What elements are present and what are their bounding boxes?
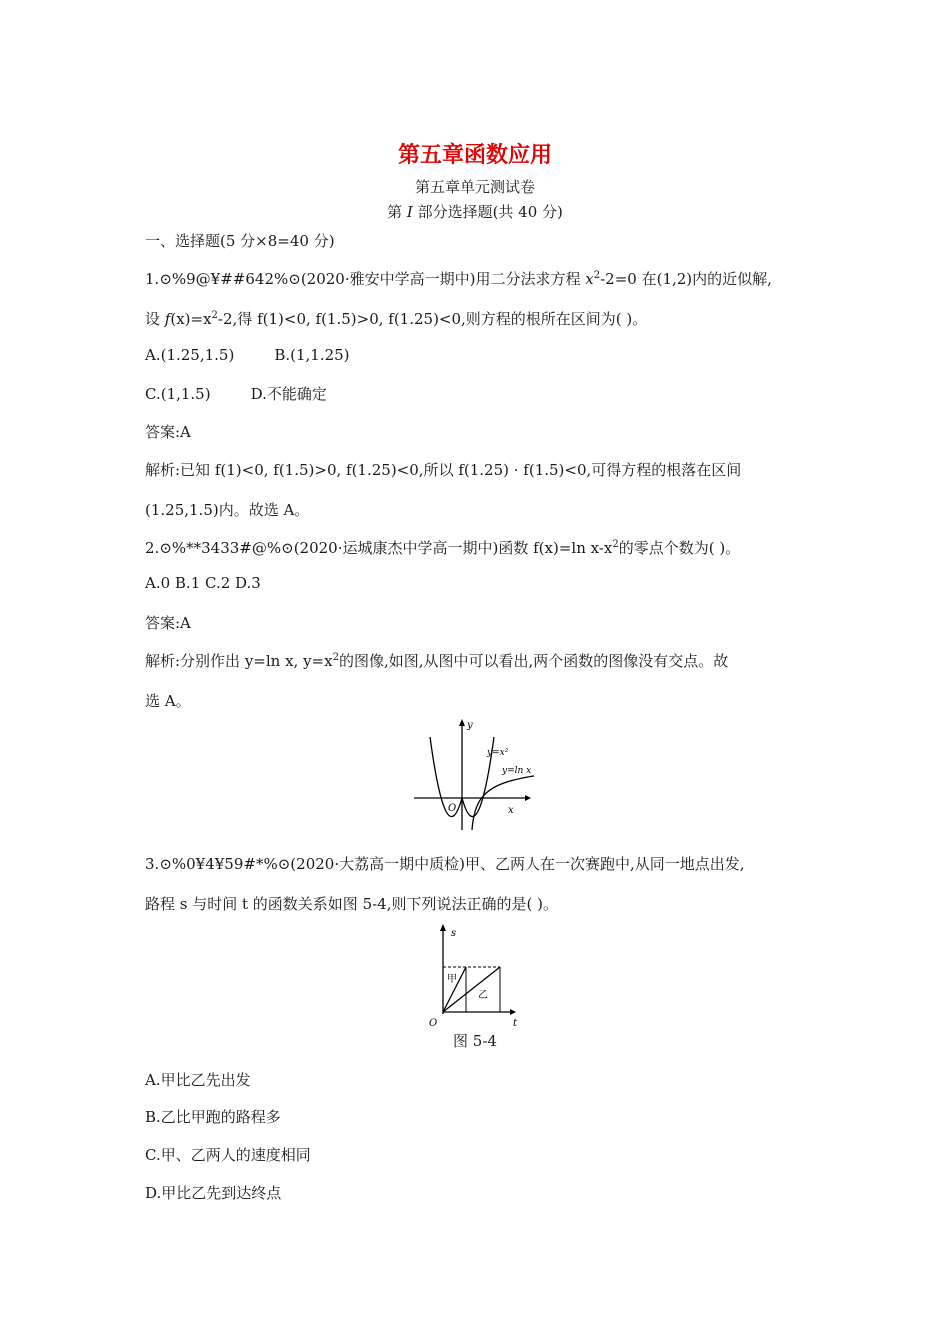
graph-label-yi: 乙	[478, 990, 488, 1001]
part-title: 第 I 部分选择题(共 40 分)	[387, 203, 563, 221]
t-axis-arrow	[510, 1009, 516, 1015]
graph-label-t: t	[513, 1018, 518, 1029]
figure-5-4	[425, 922, 530, 1030]
question-2-line-1: 2.⊙%**3433#@%⊙(2020·运城康杰中学高一期中)函数 f(x)=ln $x-x^2$的零点个数为( )。	[145, 539, 741, 557]
x-axis-arrow	[525, 795, 531, 801]
race-graph-svg	[425, 922, 530, 1030]
chapter-title: 第五章函数应用	[397, 143, 552, 168]
graph-label-parabola: y=x²	[487, 748, 509, 758]
question-1-answer: 答案:A	[145, 423, 191, 441]
question-1-analysis-1: 解析:已知 f(1)<0, f(1.5)>0, f(1.25)<0,所以 f(1.25) · f(1.5)<0,可得方程的根落在区间	[145, 461, 742, 479]
graph-label-s: s	[451, 928, 457, 939]
question-1-options-ab: A.(1.25,1.5) B.(1,1.25)	[145, 346, 350, 364]
graph-label-origin: O	[448, 803, 457, 814]
question-2-analysis-1: 解析:分别作出 y=ln x, $y=x^2$的图像,如图,从图中可以看出,两个函数的图像没有交点。故	[145, 652, 729, 670]
question-2-options: A.0 B.1 C.2 D.3	[145, 574, 261, 592]
test-title: 第五章单元测试卷	[414, 178, 535, 196]
y-axis-arrow	[459, 719, 465, 726]
section-heading: 一、选择题(5 分×8=40 分)	[145, 232, 335, 250]
question-1-options-cd: C.(1,1.5) D.不能确定	[145, 385, 327, 403]
question-1-line-2: 设 $f(x)=x^2-2$,得 f(1)<0, f(1.5)>0, f(1.25)<0,则方程的根所在区间为( )。	[145, 310, 648, 328]
question-2-answer: 答案:A	[145, 614, 191, 632]
graph-label-ln: y=ln x	[502, 766, 532, 776]
s-axis-arrow	[440, 924, 446, 931]
functions-graph-svg	[410, 715, 550, 835]
question-3-option-d: D.甲比乙先到达终点	[145, 1184, 282, 1202]
graph-label-o: O	[429, 1018, 438, 1029]
figure-functions-graph	[410, 715, 550, 835]
question-3-line-2: 路程 s 与时间 t 的函数关系如图 5-4,则下列说法正确的是( )。	[145, 895, 558, 913]
figure-caption: 图 5-4	[453, 1032, 497, 1050]
graph-label-jia: 甲	[447, 974, 457, 985]
question-1-line-1: 1.⊙%9@¥##642%⊙(2020·雅安中学高一期中)用二分法求方程 $x^2-2=0$ 在(1,2)内的近似解,	[145, 270, 772, 288]
question-3-option-c: C.甲、乙两人的速度相同	[145, 1146, 311, 1164]
question-3-line-1: 3.⊙%0¥4¥59#*%⊙(2020·大荔高一期中质检)甲、乙两人在一次赛跑中,从同一地点出发,	[145, 855, 745, 873]
question-3-option-a: A.甲比乙先出发	[145, 1071, 251, 1089]
graph-label-y: y	[467, 720, 473, 731]
question-1-analysis-2: (1.25,1.5)内。故选 A。	[145, 501, 310, 519]
question-2-analysis-2: 选 A。	[145, 692, 191, 710]
question-3-option-b: B.乙比甲跑的路程多	[145, 1108, 281, 1126]
graph-label-x: x	[508, 805, 514, 816]
